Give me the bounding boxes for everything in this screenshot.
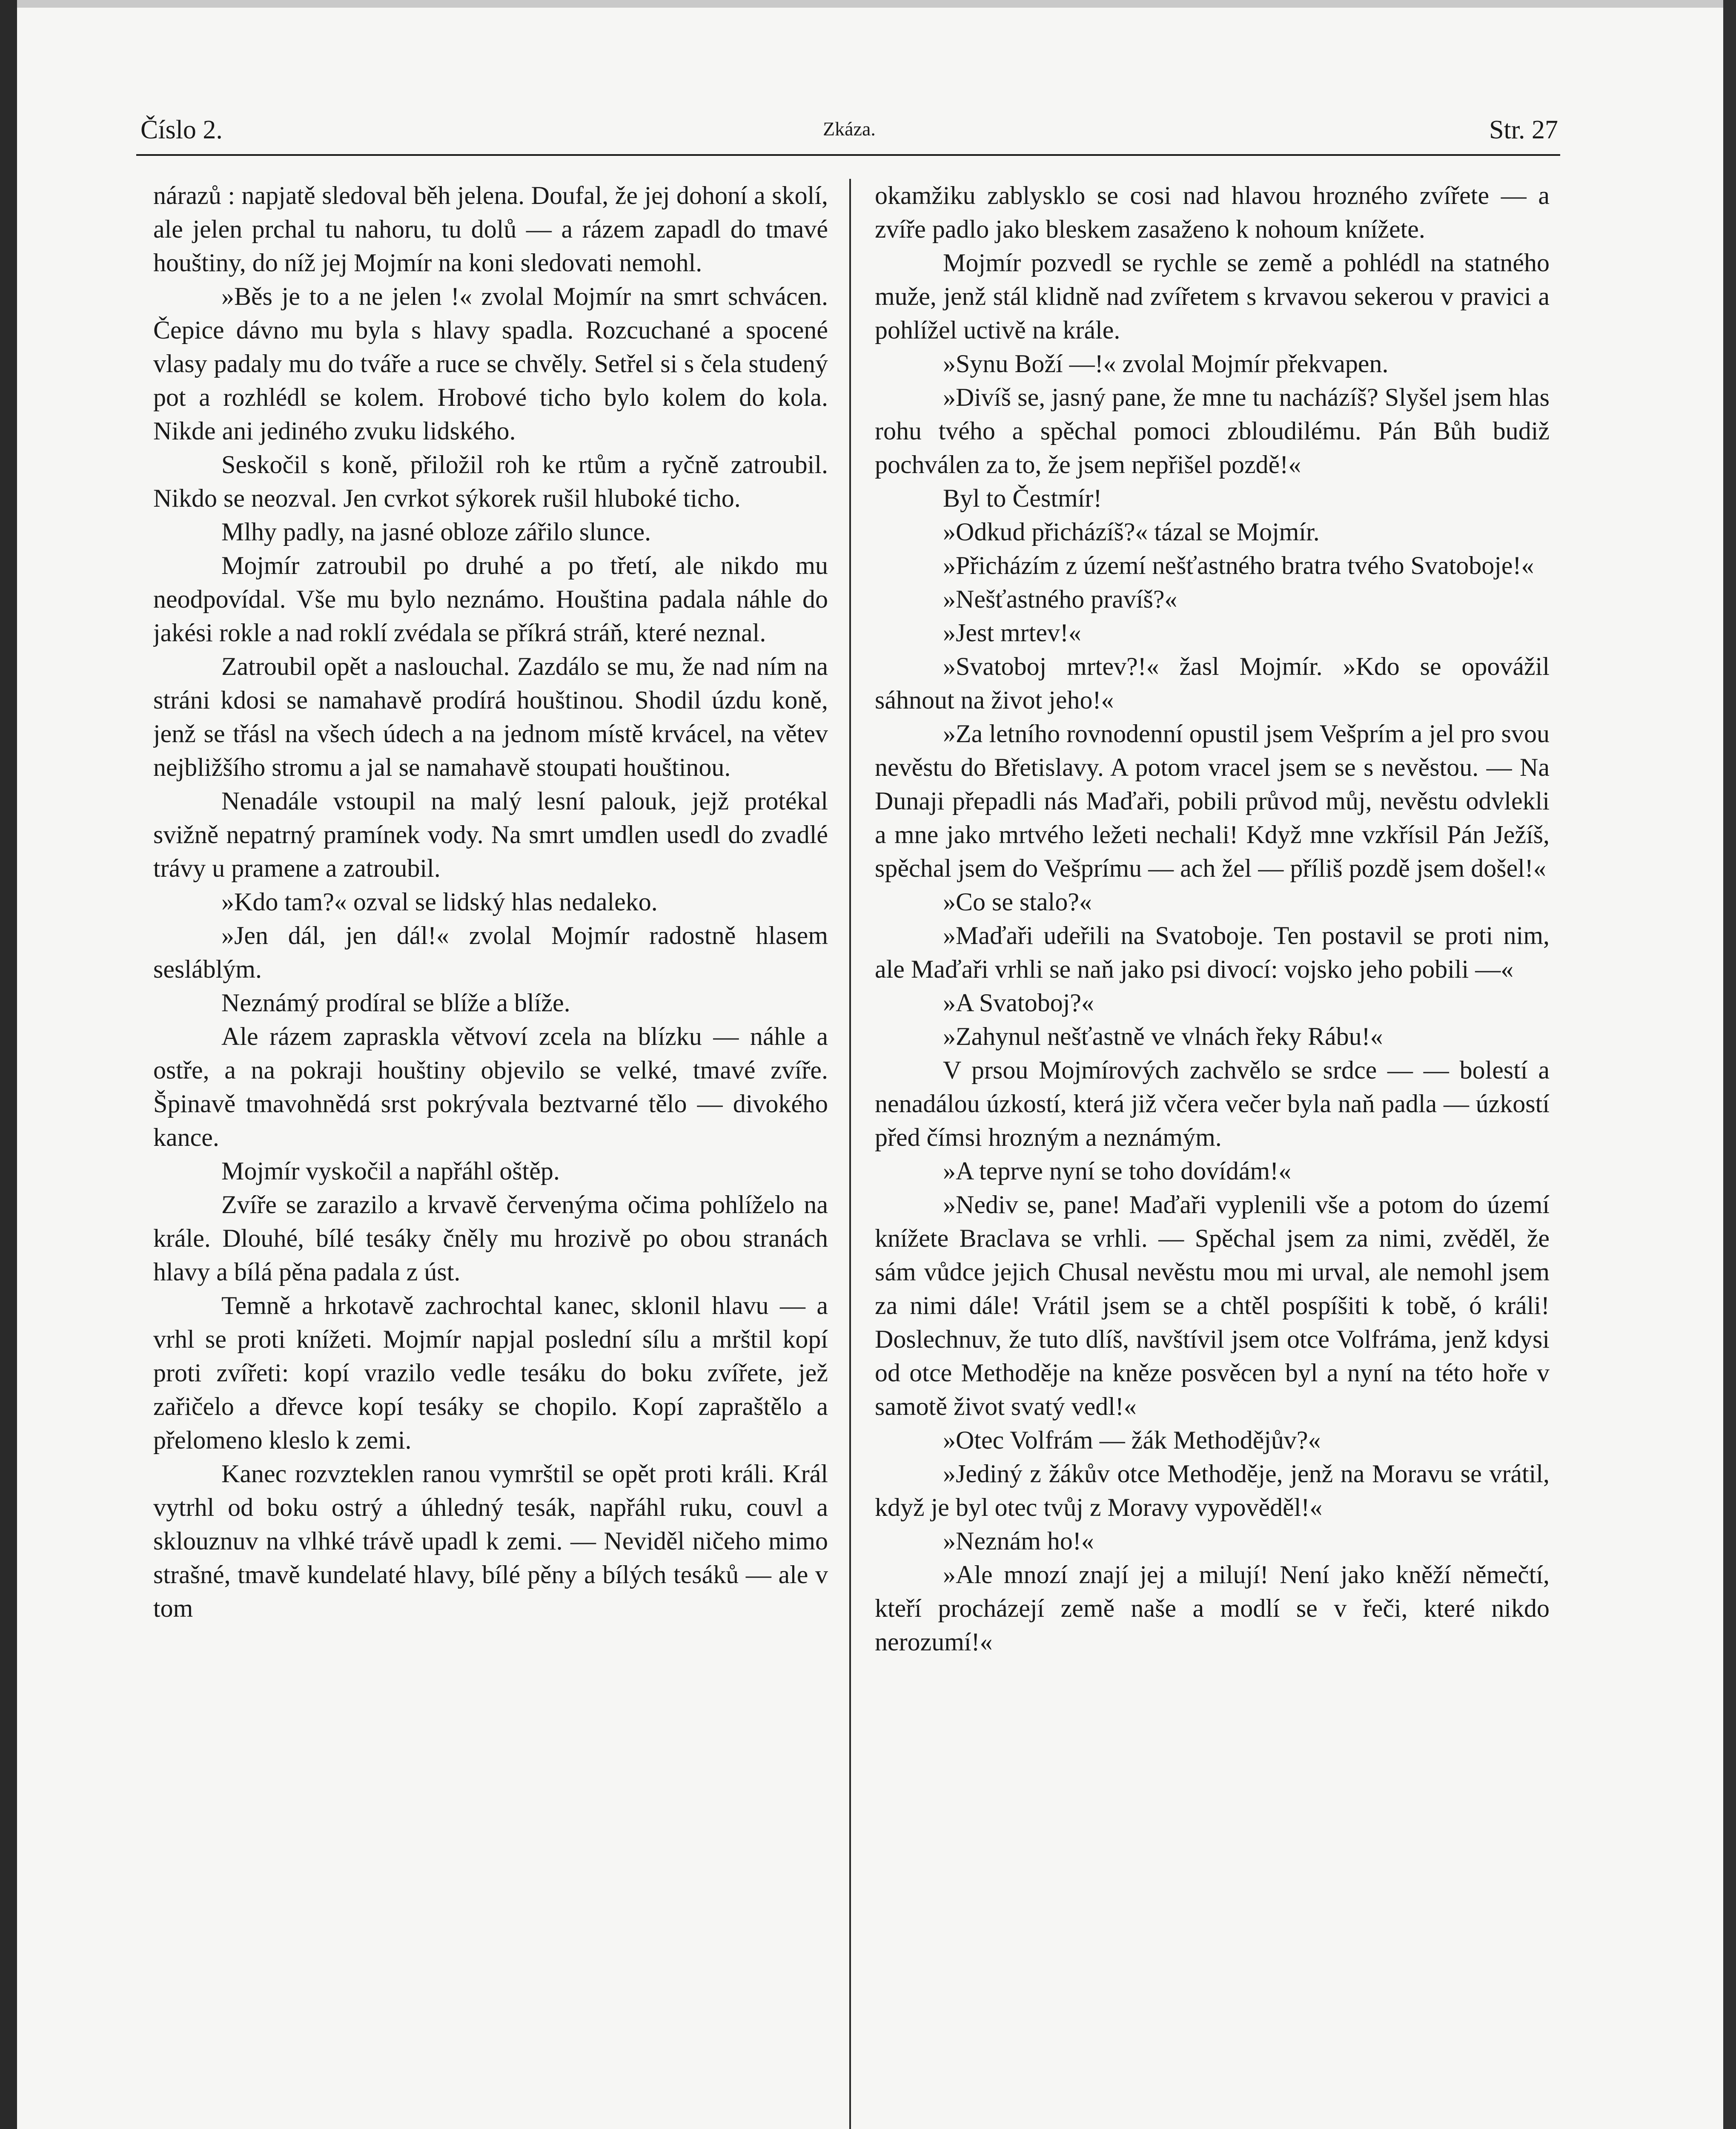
paragraph: V prsou Mojmírových zachvělo se srdce — — bolestí a nenadálou úzkostí, která již včera večer byla naň padla — úzkostí před čímsi hrozným a neznámým.: [875, 1056, 1550, 1151]
paragraph: »Nešťastného pravíš?«: [943, 585, 1177, 613]
paragraph: »A Svatoboj?«: [943, 989, 1094, 1017]
scan-edge-top: [17, 0, 1723, 8]
left-column: [153, 179, 828, 2129]
paragraph: Zatroubil opět a naslouchal. Zazdálo se mu, že nad ním na stráni kdosi se namahavě prodírá houštinou. Shodil úzdu koně, jenž se třásl na všech údech a na jednom místě krvácel, na větev nejbližšího stromu a jal se namahavě stoupati houštinou.: [153, 652, 828, 781]
paragraph: »Synu Boží —!« zvolal Mojmír překvapen.: [943, 350, 1389, 378]
paragraph: »Zahynul nešťastně ve vlnách řeky Rábu!«: [943, 1022, 1383, 1050]
paragraph: Zvíře se zarazilo a krvavě červenýma očima pohlíželo na krále. Dlouhé, bílé tesáky čněly mu hrozivě po obou stranách hlavy a bílá pěna padala z úst.: [153, 1191, 828, 1286]
paragraph: »Ale mnozí znají jej a milují! Není jako kněží němečtí, kteří procházejí země naše a modlí se v řeči, které nikdo nerozumí!«: [875, 1561, 1550, 1656]
paragraph: »Běs je to a ne jelen !« zvolal Mojmír na smrt schvácen. Čepice dávno mu byla s hlavy spadla. Rozcuchané a spocené vlasy padaly mu do tváře a ruce se chvěly. Setřel si s čela studený pot a rozhlédl se kolem. Hrobové ticho bylo kolem do kola. Nikde ani jediného zvuku lidského.: [153, 282, 828, 445]
paragraph: »A teprve nyní se toho dovídám!«: [943, 1157, 1292, 1185]
paragraph: Mojmír vyskočil a napřáhl oštěp.: [221, 1157, 560, 1185]
paragraph: »Přicházím z území nešťastného bratra tvého Svatoboje!«: [943, 551, 1534, 580]
paragraph: okamžiku zablysklo se cosi nad hlavou hrozného zvířete — a zvíře padlo jako bleskem zasaženo k nohoum knížete.: [875, 181, 1550, 243]
paragraph: Kanec rozvzteklen ranou vymrštil se opět proti králi. Král vytrhl od boku ostrý a úhledný tesák, napřáhl ruku, couvl a sklouznuv na vlhké trávě upadl k zemi. — Neviděl ničeho mimo strašné, tmavě kundelaté hlavy, bílé pěny a bílých tesáků — ale v tom: [153, 1460, 828, 1622]
right-column: [875, 179, 1550, 2129]
paragraph: Ale rázem zapraskla větvoví zcela na blízku — náhle a ostře, a na pokraji houštiny objevilo se velké, tmavé zvíře. Špinavě tmavohnědá srst pokrývala beztvarné tělo — divokého kance.: [153, 1022, 828, 1151]
paragraph: »Divíš se, jasný pane, že mne tu nacházíš? Slyšel jsem hlas rohu tvého a spěchal pomoci zbloudilému. Pán Bůh budiž pochválen za to, že jsem nepřišel pozdě!«: [875, 383, 1550, 479]
paragraph: Mlhy padly, na jasné obloze zářilo slunce.: [221, 518, 651, 546]
scan-edge-left: [0, 0, 17, 2129]
running-header: [140, 115, 1558, 153]
paragraph: »Jest mrtev!«: [943, 619, 1081, 647]
paragraph: Neznámý prodíral se blíže a blíže.: [221, 989, 570, 1017]
paragraph: »Kdo tam?« ozval se lidský hlas nedaleko.: [221, 888, 658, 916]
paragraph: Byl to Čestmír!: [943, 484, 1102, 512]
scan-edge-right: [1723, 0, 1736, 2129]
column-divider: [849, 179, 851, 2129]
paragraph: Nenadále vstoupil na malý lesní palouk, jejž protékal svižně nepatrný pramínek vody. Na smrt umdlen usedl do zvadlé trávy u pramene a zatroubil.: [153, 787, 828, 882]
paragraph: Mojmír zatroubil po druhé a po třetí, ale nikdo mu neodpovídal. Vše mu bylo neznámo. Houština padala náhle do jakési rokle a nad roklí zvédala se příkrá stráň, které neznal.: [153, 551, 828, 647]
paragraph: Temně a hrkotavě zachrochtal kanec, sklonil hlavu — a vrhl se proti knížeti. Mojmír napjal poslední sílu a mrštil kopí proti zvířeti: kopí vrazilo vedle tesáku do boku zvířete, jež zařičelo a dřevce kopí tesáky se chopilo. Kopí zapraštělo a přelomeno kleslo k zemi.: [153, 1291, 828, 1454]
paragraph: Seskočil s koně, přiložil roh ke rtům a ryčně zatroubil. Nikdo se neozval. Jen cvrkot sýkorek rušil hluboké ticho.: [153, 450, 828, 512]
issue-number: Číslo 2.: [140, 115, 223, 144]
page-number: Str. 27: [1489, 115, 1558, 144]
paragraph: »Jediný z žákův otce Methoděje, jenž na Moravu se vrátil, když je byl otec tvůj z Moravy vypověděl!«: [875, 1460, 1550, 1521]
paragraph: »Neznám ho!«: [943, 1527, 1094, 1555]
paragraph: »Nediv se, pane! Maďaři vyplenili vše a potom do území knížete Braclava se vrhli. — Spěchal jsem za nimi, zvěděl, že sám vůdce jejich Chusal nevěstu mou mi urval, ale nemohl jsem za nimi dále! Vrátil jsem se a chtěl pospíšiti k tobě, ó králi! Doslechnuv, že tuto dlíš, navštívil jsem otce Volfráma, jenž kdysi od otce Methoděje na kněze posvěcen byl a nyní na této hoře v samotě život svatý vedl!«: [875, 1191, 1550, 1420]
paragraph: »Maďaři udeřili na Svatoboje. Ten postavil se proti nim, ale Maďaři vrhli se naň jako psi divocí: vojsko jeho pobili —«: [875, 921, 1550, 983]
paragraph: »Otec Volfrám — žák Methodějův?«: [943, 1426, 1321, 1454]
paragraph: nárazů : napjatě sledoval běh jelena. Doufal, že jej dohoní a skolí, ale jelen prchal tu nahoru, tu dolů — a rázem zapadl do tmavé houštiny, do níž jej Mojmír na koni sledovati nemohl.: [153, 181, 828, 277]
paragraph: »Jen dál, jen dál!« zvolal Mojmír radostně hlasem sesláblým.: [153, 921, 828, 983]
running-title: Zkáza.: [823, 118, 876, 140]
paragraph: »Svatoboj mrtev?!« žasl Mojmír. »Kdo se opovážil sáhnout na život jeho!«: [875, 652, 1550, 714]
header-rule: [136, 154, 1560, 156]
paragraph: »Za letního rovnodenní opustil jsem Vešprím a jel pro svou nevěstu do Břetislavy. A potom vracel jsem se s nevěstou. — Na Dunaji přepadli nás Maďaři, pobili průvod můj, nevěstu odvlekli a mne jako mrtvého ležeti nechali! Když mne vzkřísil Pán Ježíš, spěchal jsem do Vešprímu — ach žel — příliš pozdě jsem došel!«: [875, 720, 1550, 882]
paragraph: Mojmír pozvedl se rychle se země a pohlédl na statného muže, jenž stál klidně nad zvířetem s krvavou sekerou v pravici a pohlížel uctivě na krále.: [875, 249, 1550, 344]
paragraph: »Odkud přicházíš?« tázal se Mojmír.: [943, 518, 1320, 546]
paragraph: »Co se stalo?«: [943, 888, 1092, 916]
